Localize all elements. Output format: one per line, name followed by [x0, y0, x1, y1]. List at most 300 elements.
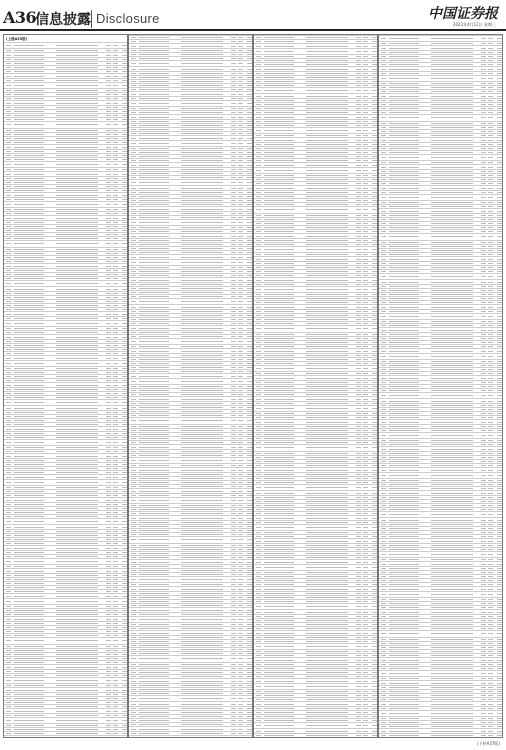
table-cell-description: [431, 599, 473, 600]
table-cell-row-number: [256, 254, 261, 255]
table-cell-fund-name: [389, 673, 419, 674]
table-cell-row-number: [6, 591, 11, 592]
table-cell-value-b: [113, 543, 118, 544]
table-cell-fund-name: [139, 712, 169, 713]
table-cell-value-a: [481, 171, 486, 172]
table-cell-fund-name: [139, 94, 169, 95]
table-cell-value-c: [497, 78, 502, 79]
table-cell-row-number: [131, 381, 136, 382]
table-cell-value-a: [106, 675, 111, 676]
table-cell-value-a: [481, 325, 486, 326]
table-cell-description: [56, 59, 98, 60]
table-cell-value-b: [113, 715, 118, 716]
table-cell-description: [56, 571, 98, 572]
table-cell-value-a: [356, 597, 361, 598]
table-cell-description: [56, 142, 98, 143]
table-cell-value-c: [247, 724, 252, 725]
table-cell-value-a: [106, 67, 111, 68]
table-cell-fund-name: [389, 179, 419, 180]
table-cell-value-a: [356, 513, 361, 514]
table-cell-value-b: [238, 470, 243, 471]
table-cell-value-b: [113, 640, 118, 641]
table-cell-description: [431, 330, 473, 331]
table-cell-value-a: [106, 199, 111, 200]
table-cell-fund-name: [139, 729, 169, 730]
table-cell-value-c: [497, 87, 502, 88]
table-cell-description: [181, 288, 223, 289]
table-cell-description: [306, 140, 348, 141]
table-cell-row-number: [6, 566, 11, 567]
table-cell-value-b: [363, 716, 368, 717]
table-cell-fund-name: [139, 63, 169, 64]
table-cell-value-a: [106, 698, 111, 699]
table-cell-value-b: [488, 520, 493, 521]
table-cell-value-c: [247, 518, 252, 519]
table-cell-description: [431, 356, 473, 357]
table-cell-value-a: [106, 521, 111, 522]
table-cell-value-c: [372, 284, 377, 285]
table-cell-fund-name: [139, 376, 169, 377]
table-cell-value-b: [238, 415, 243, 416]
table-cell-value-a: [231, 231, 236, 232]
table-cell-value-b: [113, 548, 118, 549]
table-cell-row-number: [256, 170, 261, 171]
table-cell-value-a: [231, 733, 236, 734]
table-cell-value-c: [497, 545, 502, 546]
table-cell-value-a: [481, 157, 486, 158]
table-cell-value-b: [113, 671, 118, 672]
table-cell-row-number: [256, 311, 261, 312]
table-cell-fund-name: [264, 183, 294, 184]
table-cell-value-c: [122, 164, 127, 165]
table-cell-row-number: [381, 568, 386, 569]
table-cell-value-a: [231, 125, 236, 126]
table-cell-row-number: [131, 156, 136, 157]
table-cell-value-b: [488, 38, 493, 39]
table-cell-value-c: [372, 453, 377, 454]
table-cell-value-c: [247, 668, 252, 669]
table-cell-row-number: [6, 358, 11, 359]
table-cell-value-b: [113, 614, 118, 615]
table-cell-row-number: [256, 686, 261, 687]
table-cell-value-b: [113, 182, 118, 183]
table-cell-description: [181, 222, 223, 223]
table-cell-value-c: [247, 633, 252, 634]
table-cell-fund-name: [264, 641, 294, 642]
table-cell-value-b: [363, 691, 368, 692]
table-cell-value-a: [106, 556, 111, 557]
table-cell-description: [306, 413, 348, 414]
table-cell-value-c: [122, 257, 127, 258]
table-cell-fund-name: [139, 447, 169, 448]
table-cell-description: [306, 438, 348, 439]
table-cell-value-b: [488, 607, 493, 608]
table-cell-value-b: [238, 177, 243, 178]
table-cell-fund-name: [264, 527, 294, 528]
table-cell-description: [306, 660, 348, 661]
table-cell-value-c: [122, 182, 127, 183]
table-cell-description: [306, 249, 348, 250]
table-cell-row-number: [6, 385, 11, 386]
table-cell-description: [56, 591, 98, 592]
table-cell-fund-name: [389, 148, 419, 149]
table-cell-value-c: [372, 651, 377, 652]
table-cell-description: [431, 219, 473, 220]
table-cell-description: [56, 451, 98, 452]
table-cell-value-b: [113, 527, 118, 528]
table-cell-fund-name: [139, 584, 169, 585]
table-cell-row-number: [6, 389, 11, 390]
table-cell-description: [56, 76, 98, 77]
table-cell-fund-name: [14, 337, 44, 338]
table-cell-value-b: [363, 686, 368, 687]
table-cell-fund-name: [14, 680, 44, 681]
table-cell-row-number: [381, 38, 386, 39]
table-cell-value-b: [363, 227, 368, 228]
table-cell-row-number: [381, 409, 386, 410]
table-cell-fund-name: [139, 311, 169, 312]
table-cell-row-number: [6, 314, 11, 315]
table-cell-value-b: [113, 561, 118, 562]
table-cell-description: [56, 270, 98, 271]
table-cell-fund-name: [264, 108, 294, 109]
table-cell-fund-name: [389, 695, 419, 696]
table-cell-fund-name: [14, 482, 44, 483]
table-cell-value-a: [106, 155, 111, 156]
table-cell-value-a: [481, 660, 486, 661]
table-cell-value-b: [363, 562, 368, 563]
table-cell-value-a: [356, 56, 361, 57]
table-cell-value-a: [481, 43, 486, 44]
table-cell-fund-name: [264, 457, 294, 458]
table-cell-value-a: [106, 301, 111, 302]
table-cell-row-number: [131, 152, 136, 153]
table-cell-value-c: [122, 50, 127, 51]
table-cell-value-b: [488, 651, 493, 652]
table-cell-value-b: [238, 724, 243, 725]
table-cell-row-number: [6, 261, 11, 262]
table-cell-description: [306, 589, 348, 590]
table-cell-value-a: [356, 403, 361, 404]
table-cell-fund-name: [264, 196, 294, 197]
table-cell-description: [56, 67, 98, 68]
table-cell-row-number: [131, 716, 136, 717]
table-cell-description: [306, 430, 348, 431]
table-cell-value-c: [372, 541, 377, 542]
table-cell-value-c: [372, 152, 377, 153]
table-cell-fund-name: [264, 69, 294, 70]
table-cell-row-number: [256, 100, 261, 101]
table-cell-description: [431, 365, 473, 366]
table-cell-fund-name: [264, 368, 294, 369]
table-cell-description: [306, 73, 348, 74]
table-cell-value-c: [372, 493, 377, 494]
table-cell-description: [306, 204, 348, 205]
table-cell-description: [56, 186, 98, 187]
table-cell-description: [181, 491, 223, 492]
table-cell-value-a: [106, 50, 111, 51]
table-cell-fund-name: [14, 535, 44, 536]
table-cell-value-c: [497, 607, 502, 608]
table-cell-row-number: [131, 332, 136, 333]
table-cell-description: [56, 393, 98, 394]
table-cell-value-b: [113, 729, 118, 730]
table-cell-value-c: [247, 307, 252, 308]
table-cell-row-number: [256, 328, 261, 329]
table-cell-value-a: [106, 328, 111, 329]
table-cell-value-c: [497, 564, 502, 565]
table-cell-row-number: [381, 267, 386, 268]
table-cell-fund-name: [139, 182, 169, 183]
table-cell-value-c: [122, 631, 127, 632]
table-cell-value-c: [122, 606, 127, 607]
table-cell-value-c: [372, 580, 377, 581]
table-cell-value-a: [231, 478, 236, 479]
table-cell-value-c: [247, 522, 252, 523]
table-cell-value-c: [247, 267, 252, 268]
table-cell-fund-name: [14, 715, 44, 716]
table-cell-description: [56, 725, 98, 726]
table-cell-value-a: [356, 125, 361, 126]
table-cell-value-a: [231, 359, 236, 360]
table-cell-value-c: [497, 683, 502, 684]
table-cell-description: [431, 100, 473, 101]
table-cell-fund-name: [389, 254, 419, 255]
table-cell-description: [56, 635, 98, 636]
table-cell-row-number: [131, 574, 136, 575]
table-cell-fund-name: [14, 658, 44, 659]
table-cell-row-number: [6, 111, 11, 112]
table-cell-row-number: [6, 671, 11, 672]
table-cell-description: [181, 152, 223, 153]
table-cell-value-b: [488, 549, 493, 550]
table-cell-description: [56, 318, 98, 319]
table-cell-value-a: [481, 541, 486, 542]
table-cell-value-c: [372, 209, 377, 210]
table-cell-value-b: [488, 401, 493, 402]
table-cell-row-number: [381, 179, 386, 180]
table-cell-description: [181, 156, 223, 157]
table-cell-value-a: [231, 566, 236, 567]
table-cell-fund-name: [389, 409, 419, 410]
table-cell-description: [56, 662, 98, 663]
table-cell-fund-name: [139, 672, 169, 673]
table-cell-description: [56, 174, 98, 175]
table-cell-value-a: [231, 465, 236, 466]
table-cell-row-number: [256, 140, 261, 141]
table-cell-fund-name: [264, 280, 294, 281]
table-cell-value-b: [488, 488, 493, 489]
table-cell-value-c: [497, 470, 502, 471]
table-cell-row-number: [381, 56, 386, 57]
table-cell-fund-name: [14, 159, 44, 160]
table-cell-description: [181, 240, 223, 241]
table-cell-description: [181, 328, 223, 329]
table-cell-fund-name: [264, 125, 294, 126]
table-cell-value-b: [113, 539, 118, 540]
table-cell-value-a: [231, 182, 236, 183]
table-cell-value-c: [372, 183, 377, 184]
table-cell-fund-name: [139, 257, 169, 258]
table-cell-description: [56, 650, 98, 651]
table-cell-value-b: [113, 103, 118, 104]
table-cell-fund-name: [14, 376, 44, 377]
table-cell-row-number: [381, 96, 386, 97]
table-cell-description: [306, 236, 348, 237]
table-cell-value-b: [488, 691, 493, 692]
table-cell-value-a: [106, 111, 111, 112]
table-cell-value-b: [238, 138, 243, 139]
table-cell-fund-name: [264, 660, 294, 661]
table-cell-fund-name: [264, 219, 294, 220]
table-cell-fund-name: [389, 108, 419, 109]
table-cell-row-number: [381, 369, 386, 370]
table-cell-value-b: [488, 484, 493, 485]
table-cell-value-b: [488, 599, 493, 600]
table-cell-value-b: [363, 572, 368, 573]
table-cell-fund-name: [139, 169, 169, 170]
table-cell-value-a: [231, 653, 236, 654]
table-cell-value-b: [363, 553, 368, 554]
table-cell-value-b: [113, 412, 118, 413]
table-cell-value-a: [231, 244, 236, 245]
table-cell-description: [181, 346, 223, 347]
table-cell-value-c: [497, 497, 502, 498]
table-cell-fund-name: [139, 505, 169, 506]
table-cell-value-a: [231, 217, 236, 218]
table-cell-value-c: [497, 351, 502, 352]
table-cell-value-a: [356, 518, 361, 519]
table-cell-value-c: [122, 309, 127, 310]
table-cell-description: [56, 358, 98, 359]
table-cell-value-b: [488, 298, 493, 299]
table-cell-value-a: [106, 218, 111, 219]
table-cell-row-number: [131, 624, 136, 625]
table-cell-description: [431, 554, 473, 555]
table-cell-value-a: [356, 160, 361, 161]
table-cell-row-number: [381, 346, 386, 347]
table-cell-row-number: [256, 267, 261, 268]
table-cell-value-a: [481, 612, 486, 613]
table-cell-value-c: [497, 541, 502, 542]
table-cell-description: [56, 539, 98, 540]
table-cell-value-a: [481, 282, 486, 283]
table-cell-value-a: [231, 236, 236, 237]
table-cell-value-c: [497, 568, 502, 569]
table-cell-fund-name: [14, 702, 44, 703]
table-cell-value-a: [356, 96, 361, 97]
table-cell-description: [56, 575, 98, 576]
table-cell-value-a: [481, 475, 486, 476]
table-cell-value-c: [497, 673, 502, 674]
table-cell-fund-name: [14, 94, 44, 95]
table-cell-fund-name: [139, 138, 169, 139]
table-cell-value-b: [488, 430, 493, 431]
table-cell-row-number: [381, 223, 386, 224]
table-cell-value-c: [122, 368, 127, 369]
table-cell-value-c: [372, 267, 377, 268]
table-cell-row-number: [131, 681, 136, 682]
table-cell-value-c: [372, 100, 377, 101]
table-cell-value-c: [122, 178, 127, 179]
table-cell-fund-name: [264, 704, 294, 705]
table-cell-description: [181, 311, 223, 312]
table-cell-value-c: [497, 449, 502, 450]
table-cell-value-b: [363, 505, 368, 506]
table-cell-value-c: [247, 539, 252, 540]
table-cell-value-b: [488, 215, 493, 216]
table-cell-row-number: [6, 226, 11, 227]
table-cell-value-b: [488, 206, 493, 207]
table-cell-value-c: [122, 103, 127, 104]
table-cell-fund-name: [389, 286, 419, 287]
table-cell-value-b: [238, 526, 243, 527]
table-cell-value-b: [238, 478, 243, 479]
table-cell-value-c: [372, 373, 377, 374]
table-cell-fund-name: [264, 509, 294, 510]
table-cell-description: [306, 651, 348, 652]
table-cell-value-b: [363, 616, 368, 617]
table-cell-value-c: [372, 144, 377, 145]
table-cell-value-c: [497, 395, 502, 396]
table-cell-value-a: [106, 138, 111, 139]
table-cell-value-b: [363, 417, 368, 418]
table-cell-row-number: [381, 236, 386, 237]
table-cell-value-a: [356, 637, 361, 638]
table-cell-value-c: [122, 199, 127, 200]
table-cell-row-number: [381, 497, 386, 498]
table-cell-value-c: [247, 399, 252, 400]
table-cell-fund-name: [264, 453, 294, 454]
table-cell-value-c: [247, 509, 252, 510]
table-cell-value-c: [247, 593, 252, 594]
table-cell-row-number: [6, 249, 11, 250]
table-cell-fund-name: [139, 292, 169, 293]
table-cell-value-c: [497, 242, 502, 243]
table-cell-value-a: [481, 316, 486, 317]
table-cell-fund-name: [389, 509, 419, 510]
table-cell-row-number: [6, 138, 11, 139]
table-cell-value-a: [106, 337, 111, 338]
table-cell-fund-name: [139, 351, 169, 352]
table-cell-value-b: [113, 368, 118, 369]
table-cell-value-b: [363, 51, 368, 52]
table-cell-value-c: [247, 376, 252, 377]
table-cell-value-c: [122, 619, 127, 620]
table-cell-row-number: [6, 614, 11, 615]
table-cell-value-a: [356, 408, 361, 409]
table-cell-fund-name: [139, 698, 169, 699]
table-cell-value-c: [497, 311, 502, 312]
table-cell-value-a: [481, 162, 486, 163]
table-cell-fund-name: [14, 606, 44, 607]
table-cell-value-a: [356, 532, 361, 533]
table-cell-description: [56, 402, 98, 403]
table-cell-value-a: [481, 152, 486, 153]
table-cell-description: [181, 125, 223, 126]
table-cell-description: [181, 148, 223, 149]
table-cell-value-b: [113, 305, 118, 306]
table-cell-value-a: [231, 438, 236, 439]
table-cell-description: [181, 605, 223, 606]
table-cell-description: [306, 655, 348, 656]
table-cell-value-b: [363, 413, 368, 414]
table-cell-description: [431, 435, 473, 436]
table-cell-row-number: [6, 627, 11, 628]
table-cell-value-b: [238, 681, 243, 682]
table-cell-value-b: [113, 80, 118, 81]
table-cell-row-number: [6, 472, 11, 473]
